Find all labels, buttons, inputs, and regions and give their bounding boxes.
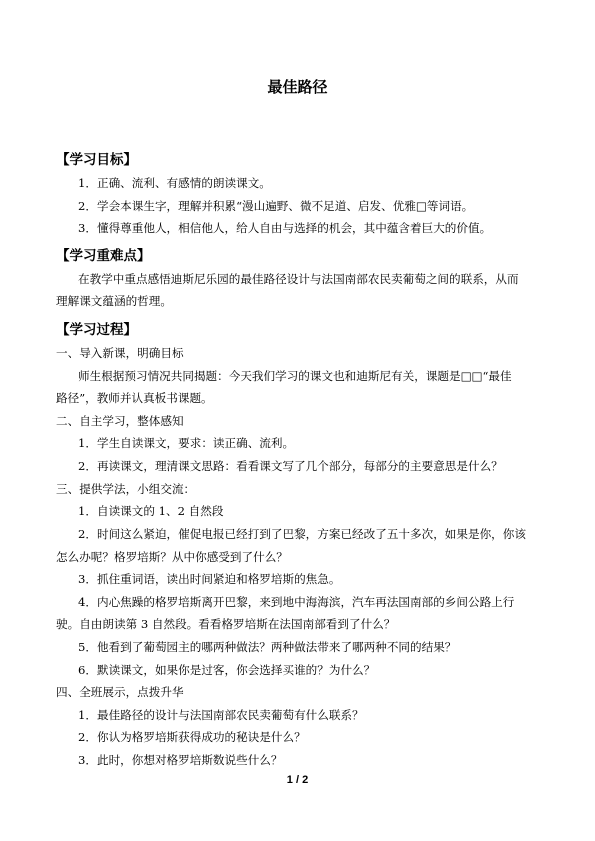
process-line: 师生根据预习情况共同揭题：今天我们学习的课文也和迪斯尼有关，课题是□□“最佳 xyxy=(78,369,512,383)
process-line: 3．抓住重词语，读出时间紧迫和格罗培斯的焦急。 xyxy=(78,572,341,586)
process-line: 2．时间这么紧迫，催促电报已经打到了巴黎，方案已经改了五十多次，如果是你，你该 xyxy=(78,527,526,541)
section-heading-goals: 【学习目标】 xyxy=(56,152,137,168)
process-line: 2．再读课文，理清课文思路：看看课文写了几个部分，每部分的主要意思是什么？ xyxy=(78,459,503,473)
key-points-line-1: 在教学中重点感悟迪斯尼乐园的最佳路径设计与法国南部农民卖葡萄之间的联系，从而 xyxy=(78,272,519,286)
page-number: 1 / 2 xyxy=(286,774,309,786)
process-line: 路径”，教师并认真板书课题。 xyxy=(56,391,213,405)
process-line: 6．默读课文，如果你是过客，你会选择买谁的？为什么？ xyxy=(78,663,376,677)
process-line: 驶。自由朗读第 3 自然段。看看格罗培斯在法国南部看到了什么？ xyxy=(56,617,396,631)
process-line: 1．学生自读课文，要求：读正确、流利。 xyxy=(78,436,295,450)
process-line: 3．此时，你想对格罗培斯数说些什么？ xyxy=(78,753,283,767)
process-line: 5．他看到了葡萄园主的哪两种做法？两种做法带来了哪两种不同的结果？ xyxy=(78,640,457,654)
goal-item-3: 3．懂得尊重他人，相信他人，给人自由与选择的机会，其中蕴含着巨大的价值。 xyxy=(78,221,492,235)
document-title: 最佳路径 xyxy=(267,78,328,96)
process-line: 1．最佳路径的设计与法国南部农民卖葡萄有什么联系？ xyxy=(78,708,364,722)
process-line: 2．你认为格罗培斯获得成功的秘诀是什么？ xyxy=(78,730,306,744)
section-heading-process: 【学习过程】 xyxy=(56,322,137,338)
process-line: 怎么办呢？格罗培斯？从中你感受到了什么？ xyxy=(56,550,288,564)
process-line: 二、自主学习，整体感知 xyxy=(56,414,184,428)
process-line: 四、全班展示，点拨升华 xyxy=(56,685,184,699)
goal-item-2: 2．学会本课生字，理解并积累“漫山遍野、微不足道、启发、优雅□等词语。 xyxy=(78,199,474,213)
process-line: 一、导入新课，明确目标 xyxy=(56,346,184,360)
process-line: 1．自读课文的 1、2 自然段 xyxy=(78,504,224,518)
process-line: 三、提供学法，小组交流： xyxy=(56,482,196,496)
goal-item-1: 1．正确、流利、有感情的朗读课文。 xyxy=(78,176,271,190)
section-heading-key-points: 【学习重难点】 xyxy=(56,248,151,264)
key-points-line-2: 理解课文蕴涵的哲理。 xyxy=(56,294,172,308)
process-line: 4．内心焦躁的格罗培斯离开巴黎，来到地中海海滨，汽车再法国南部的乡间公路上行 xyxy=(78,595,515,609)
